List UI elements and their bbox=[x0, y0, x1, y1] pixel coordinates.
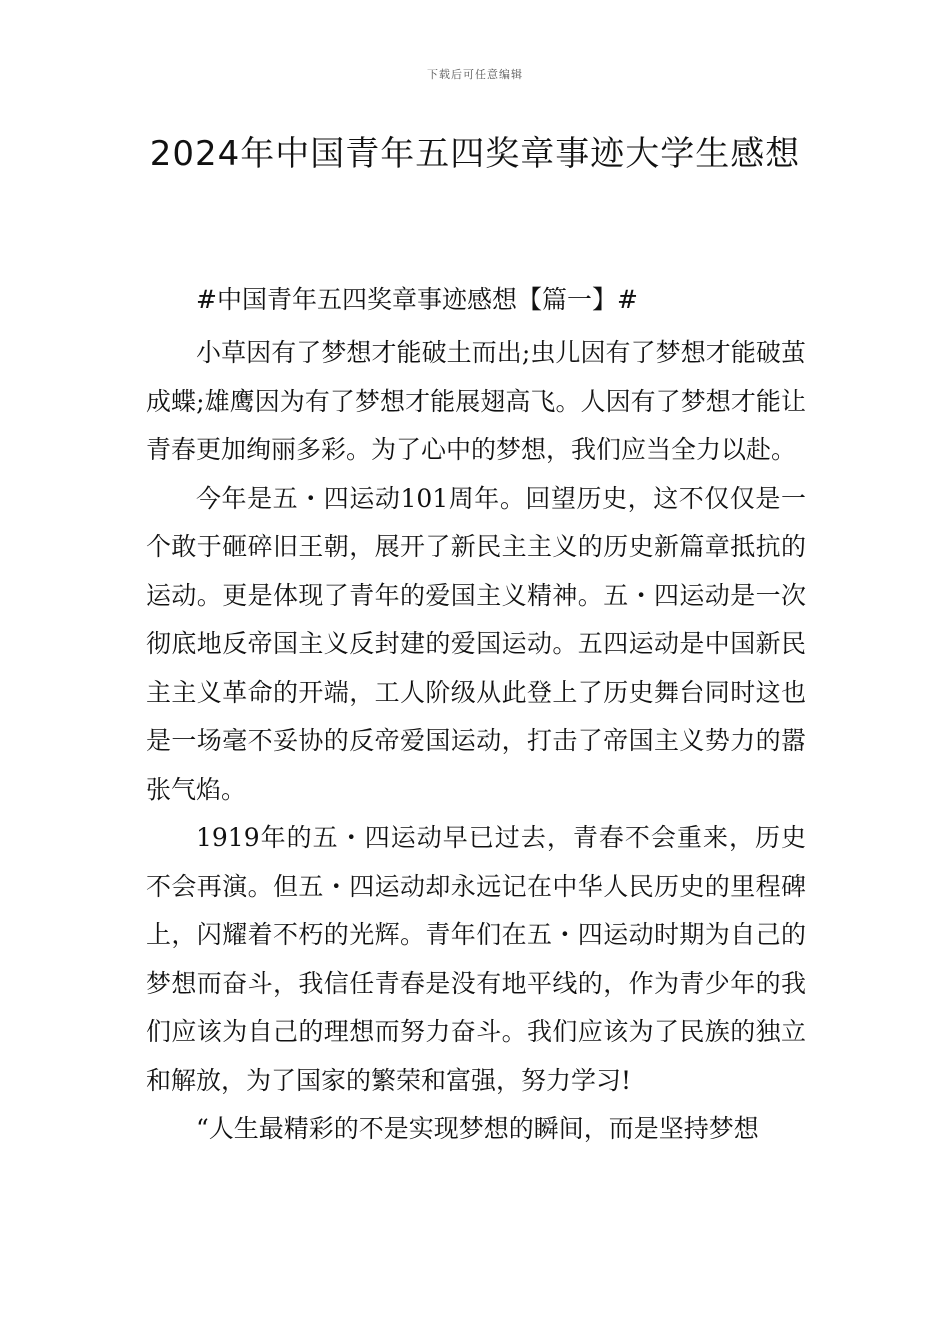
paragraph-4: “人生最精彩的不是实现梦想的瞬间，而是坚持梦想 bbox=[196, 1114, 759, 1143]
header-note: 下载后可任意编辑 bbox=[427, 68, 523, 81]
document-title: 2024年中国青年五四奖章事迹大学生感想 bbox=[149, 134, 801, 174]
section-heading: #中国青年五四奖章事迹感想【篇一】# bbox=[196, 285, 638, 314]
document-body bbox=[146, 281, 806, 1154]
paragraph-2: 今年是五・四运动101周年。回望历史，这不仅仅是一个敢于砸碎旧王朝，展开了新民主主义的历史新篇章抵抗的运动。更是体现了青年的爱国主义精神。五・四运动是一次彻底地反帝国主义反封建的爱国运动。五四运动是中国新民主主义革命的开端，工人阶级从此登上了历史舞台同时这也是一场毫不妥协的反帝爱国运动，打击了帝国主义势力的嚣张气焰。 bbox=[146, 483, 806, 804]
paragraph-3: 1919年的五・四运动早已过去，青春不会重来，历史不会再演。但五・四运动却永远记在中华人民历史的里程碑上，闪耀着不朽的光辉。青年们在五・四运动时期为自己的梦想而奋斗，我信任青春是没有地平线的，作为青少年的我们应该为自己的理想而努力奋斗。我们应该为了民族的独立和解放，为了国家的繁荣和富强，努力学习! bbox=[146, 823, 806, 1095]
paragraph-1: 小草因有了梦想才能破土而出;虫儿因有了梦想才能破茧成蝶;雄鹰因为有了梦想才能展翅高飞。人因有了梦想才能让青春更加绚丽多彩。为了心中的梦想，我们应当全力以赴。 bbox=[146, 338, 806, 464]
